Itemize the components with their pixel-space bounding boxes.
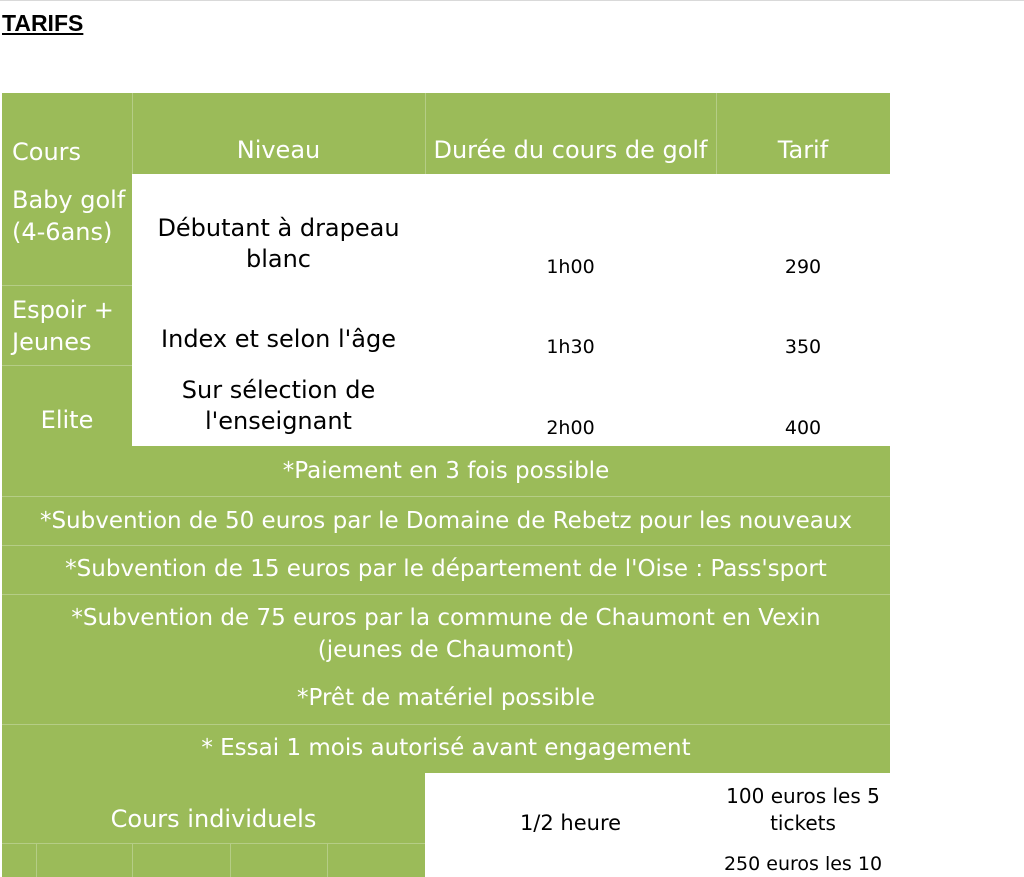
individual-price-cell bbox=[716, 773, 890, 877]
row-cours-espoir: Espoir + Jeunes bbox=[2, 285, 132, 365]
row-cours-baby-golf: Baby golf(4-6ans) bbox=[2, 174, 132, 285]
row-duree-elite: 2h00 bbox=[425, 365, 716, 446]
row-duree-espoir: 1h30 bbox=[425, 285, 716, 365]
cell-divider bbox=[36, 843, 37, 877]
cell-divider bbox=[327, 843, 328, 877]
row-tarif-baby-golf: 290 bbox=[716, 174, 890, 285]
note-subvention-chaumont: *Subvention de 75 euros par la commune de Chaumont en Vexin (jeunes de Chaumont) bbox=[2, 594, 890, 674]
header-cours: Cours bbox=[2, 93, 132, 174]
header-divider bbox=[425, 93, 426, 174]
individual-duration-cell bbox=[425, 773, 716, 877]
header-niveau: Niveau bbox=[132, 93, 425, 174]
row-niveau-espoir: Index et selon l'âge bbox=[132, 285, 425, 365]
header-divider bbox=[716, 93, 717, 174]
row-niveau-baby-golf: Débutant à drapeau blanc bbox=[132, 174, 425, 285]
individual-label-cell bbox=[2, 773, 425, 877]
header-tarif: Tarif bbox=[716, 93, 890, 174]
top-divider bbox=[0, 0, 1024, 1]
header-duree: Durée du cours de golf bbox=[425, 93, 716, 174]
note-pret-materiel: *Prêt de matériel possible bbox=[2, 674, 890, 724]
row-divider bbox=[2, 365, 132, 366]
row-divider bbox=[2, 724, 890, 725]
row-divider bbox=[2, 496, 890, 497]
individual-price-5: 100 euros les 5 tickets bbox=[726, 784, 880, 835]
header-divider bbox=[132, 93, 133, 174]
row-divider bbox=[2, 285, 132, 286]
cell-divider bbox=[132, 843, 133, 877]
cell-divider bbox=[230, 843, 231, 877]
row-divider bbox=[2, 545, 890, 546]
row-niveau-elite: Sur sélection de l'enseignant bbox=[132, 365, 425, 446]
individual-label: Cours individuels bbox=[110, 805, 317, 833]
note-subvention-oise: *Subvention de 15 euros par le département de l'Oise : Pass'sport bbox=[2, 545, 890, 594]
individual-price-10: 250 euros les 10 bbox=[723, 853, 883, 875]
row-divider bbox=[2, 843, 425, 844]
row-divider bbox=[2, 594, 890, 595]
row-tarif-elite: 400 bbox=[716, 365, 890, 446]
note-essai: * Essai 1 mois autorisé avant engagement bbox=[2, 724, 890, 773]
row-duree-baby-golf: 1h00 bbox=[425, 174, 716, 285]
individual-duration: 1/2 heure bbox=[519, 811, 622, 835]
row-tarif-espoir: 350 bbox=[716, 285, 890, 365]
row-cours-elite: Elite bbox=[2, 365, 132, 446]
note-subvention-rebetz: *Subvention de 50 euros par le Domaine de Rebetz pour les nouveaux bbox=[2, 496, 890, 545]
note-paiement: *Paiement en 3 fois possible bbox=[2, 446, 890, 496]
page-title: TARIFS bbox=[2, 10, 84, 36]
